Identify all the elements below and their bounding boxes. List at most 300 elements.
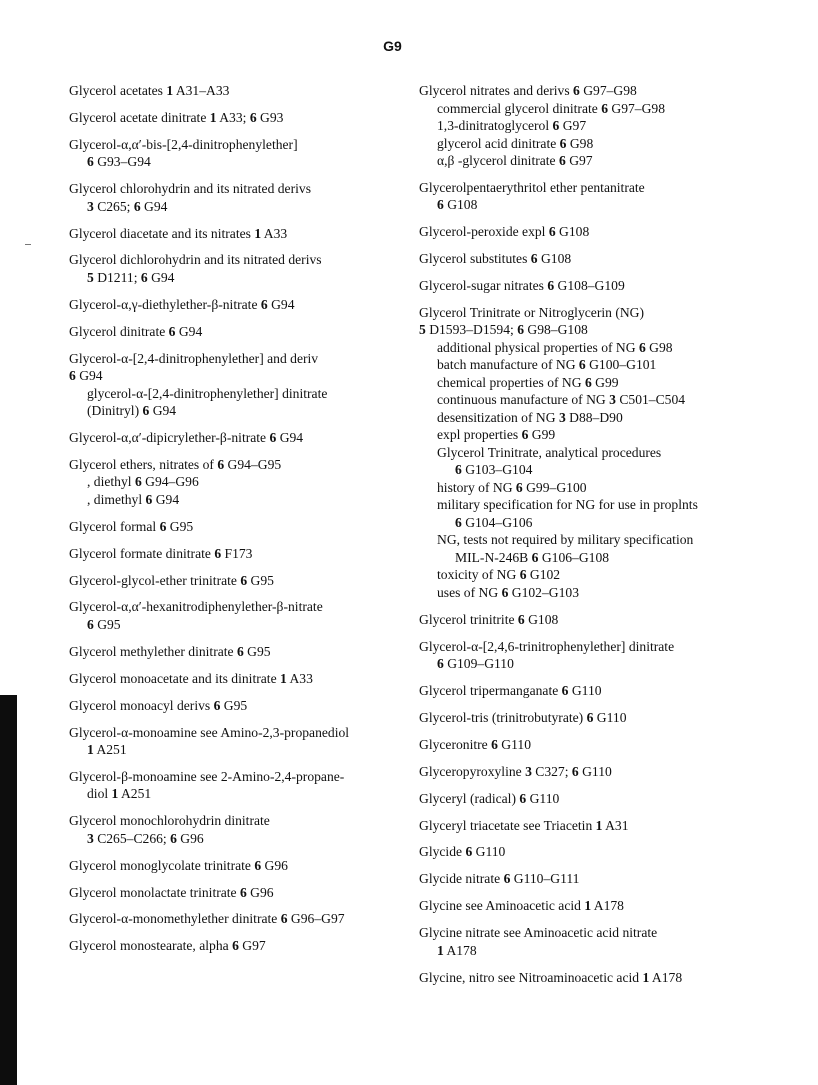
page-reference: G94 [267,296,295,312]
entry-line [437,152,804,170]
entry-text: Glycerol-α-monoamine see Amino-2,3-propanediol [69,724,350,740]
index-entry [69,456,404,509]
page-reference: D88–D90 [565,409,623,425]
page-reference: C265; [93,198,134,214]
page-reference: G94 [149,403,177,419]
index-entry [419,250,804,268]
volume-number: 5 [87,269,94,285]
index-entry [419,82,804,170]
entry-text: Glycerol-α-[2,4,6-trinitrophenylether] dinitrate [419,638,675,654]
entry-text: , diethyl [87,474,135,490]
page-reference: G98 [566,135,594,151]
index-entry [419,682,804,700]
volume-number: 6 [280,911,288,927]
volume-number: 6 [437,656,444,672]
entry-text: Glycerol-α-monomethylether dinitrate [69,911,281,927]
page-reference: G108–G109 [554,278,625,294]
entry-text: Glycide nitrate [419,871,504,887]
entry-line [437,655,804,673]
page-reference: G104–G106 [461,514,533,530]
entry-text: Glycerol substitutes [419,251,531,267]
page-reference: G110 [593,710,627,726]
volume-number: 6 [501,584,509,600]
entry-line [69,82,404,100]
index-entry [69,598,404,633]
volume-number: 6 [159,518,167,534]
page-reference: G96 [246,884,274,900]
volume-number: 3 [609,392,616,408]
index-entry [69,572,404,590]
entry-line [437,391,804,409]
entry-text: Glycerol monoacetate and its dinitrate [69,670,281,686]
entry-line [69,251,404,269]
page-reference: G98 [645,339,673,355]
page-reference: G110 [472,844,506,860]
page-reference: C327; [531,763,572,779]
entry-text: Glycerol-α,α′-bis-[2,4-dinitrophenylether] [69,136,298,152]
entry-line [419,924,804,942]
index-entry [69,296,404,314]
volume-number: 6 [491,736,498,752]
entry-line [69,697,404,715]
page-reference: A178 [591,898,624,914]
page-reference: C501–C504 [615,392,686,408]
page-reference: G110 [578,763,612,779]
entry-line [419,611,804,629]
scan-mark [25,244,31,245]
index-entry [419,897,804,915]
volume-number: 6 [519,790,527,806]
index-entry [69,323,404,341]
volume-number: 6 [503,871,511,887]
entry-text: additional physical properties of NG [437,339,639,355]
entry-text: Glycerol acetates [69,83,167,98]
entry-text: desensitization of NG [437,409,559,425]
entry-line [69,456,404,474]
entry-text: Glycerol diacetate and its nitrates [69,225,255,241]
volume-number: 6 [239,884,247,900]
volume-number: 6 [531,549,539,565]
index-entry [419,817,804,835]
page-reference: G108 [555,224,590,240]
entry-line [69,109,404,127]
entry-text: Glycerol monoacyl derivs [69,697,214,713]
index-entry [69,697,404,715]
volume-number: 3 [525,763,532,779]
volume-number: 6 [213,697,221,713]
page-reference: G94 [276,430,304,446]
entry-text: Glycerol trinitrite [419,611,518,627]
entry-text: Glycerol dinitrate [69,323,169,339]
entry-line [87,491,404,509]
entry-text: α,β -glycerol dinitrate [437,153,559,168]
entry-text: uses of NG [437,584,502,600]
volume-number: 1 [209,109,217,125]
index-entry [419,870,804,888]
entry-line [437,117,804,135]
volume-number: 6 [559,153,566,168]
page-reference: G93 [256,109,284,125]
entry-line [455,461,804,479]
entry-line [69,367,404,385]
index-entry [69,350,404,420]
entry-line [437,444,804,462]
volume-number: 6 [601,100,608,116]
entry-line [437,356,804,374]
volume-number: 3 [87,830,94,846]
volume-number: 1 [280,670,287,686]
volume-number: 6 [515,479,523,495]
page-reference: A31 [602,817,629,833]
entry-text: Glycerolpentaerythritol ether pentanitrate [419,179,645,195]
page-reference: A178 [649,969,683,985]
entry-line [419,790,804,808]
entry-text: Glycerol-β-monoamine see 2-Amino-2,4-propane- [69,768,345,784]
entry-text: Glycerol chlorohydrin and its nitrated derivs [69,181,311,197]
page-reference: G108 [443,197,478,213]
entry-line [69,518,404,536]
volume-number: 6 [584,374,592,390]
volume-number: 6 [214,545,222,561]
page-reference: G110–G111 [510,871,580,887]
entry-text: toxicity of NG [437,567,520,583]
entry-text: Glycerol monostearate, alpha [69,938,233,954]
volume-number: 6 [578,357,586,373]
volume-number: 6 [548,224,556,240]
entry-line [69,670,404,688]
entry-text: glycerol-α-[2,4-dinitrophenylether] dinitrate [87,385,328,401]
entry-line [437,566,804,584]
index-entry [69,429,404,447]
entry-text: Glycerol tripermanganate [419,683,562,699]
entry-text: Glycerol formate dinitrate [69,545,215,561]
entry-line [437,496,804,514]
index-entry [419,277,804,295]
entry-line [419,82,804,100]
entry-text: Glycine, nitro see Nitroaminoacetic acid [419,969,643,985]
entry-text: chemical properties of NG [437,374,585,390]
page-reference: A33 [261,225,288,241]
entry-text: Glycerol Trinitrate or Nitroglycerin (NG) [419,304,645,320]
volume-number: 6 [559,135,567,151]
entry-line [437,942,804,960]
page-reference: G95 [93,616,121,632]
page-reference: G109–G110 [443,656,514,672]
page-header: G9 [383,38,402,54]
entry-line [87,153,404,171]
entry-line [87,269,404,287]
page-reference: G98–G108 [523,322,588,338]
entry-line [87,741,404,759]
entry-text: Glyceronitre [419,736,492,752]
volume-number: 6 [586,710,594,726]
volume-number: 3 [558,409,566,425]
page-reference: G106–G108 [538,549,610,565]
volume-number: 6 [465,844,473,860]
index-entry [419,736,804,754]
entry-line [69,768,404,786]
entry-line [69,429,404,447]
volume-number: 1 [595,817,603,833]
entry-line [419,277,804,295]
volume-number: 6 [517,322,524,338]
entry-line [419,223,804,241]
entry-line [419,321,804,339]
index-entry [69,225,404,243]
entry-text: continuous manufacture of NG [437,392,610,408]
volume-number: 6 [133,198,141,214]
page-reference: G94 [152,491,180,507]
page-reference: G108 [524,611,559,627]
index-entry [69,136,404,171]
page-reference: A33 [286,670,313,686]
volume-number: 6 [547,278,555,294]
entry-text: glycerol acid dinitrate [437,135,560,151]
entry-line [437,100,804,118]
index-entry [69,857,404,875]
volume-number: 3 [87,198,94,214]
entry-text: batch manufacture of NG [437,357,579,373]
volume-number: 6 [69,368,76,384]
entry-line [419,250,804,268]
volume-number: 6 [519,567,527,583]
entry-line [69,350,404,368]
page-reference: G97–G98 [579,83,637,98]
entry-text: Glyceropyroxyline [419,763,526,779]
volume-number: 6 [561,683,569,699]
volume-number: 1 [254,225,262,241]
volume-number: 6 [249,109,257,125]
entry-line [419,817,804,835]
index-entry [69,518,404,536]
entry-text: Glycide [419,844,466,860]
entry-text: NG, tests not required by military specification [437,532,694,548]
entry-line [419,304,804,322]
entry-line [69,323,404,341]
volume-number: 1 [111,786,119,802]
index-entry [419,179,804,214]
volume-number: 6 [236,643,244,659]
entry-line [437,531,804,549]
entry-line [69,857,404,875]
page-reference: C265–C266; [93,830,171,846]
entry-text: Glycerol-tris (trinitrobutyrate) [419,710,587,726]
entry-text: Glycerol formal [69,518,160,534]
index-entry [69,109,404,127]
entry-line [419,843,804,861]
volume-number: 6 [145,491,153,507]
page-reference: G108 [537,251,572,267]
volume-number: 1 [584,898,592,914]
index-entry [69,937,404,955]
page-reference: G97–G98 [607,100,666,116]
volume-number: 6 [517,611,525,627]
entry-text: Glycerol-α,γ-diethylether-β-nitrate [69,296,261,312]
entry-line [87,402,404,420]
page-reference: G97 [565,153,593,168]
volume-number: 6 [269,430,277,446]
page-reference: G96–G97 [287,911,345,927]
page-reference: G95 [166,518,194,534]
entry-line [69,884,404,902]
entry-text: Glycerol-α,α′-hexanitrodiphenylether-β-nitrate [69,599,323,615]
index-entry [69,910,404,928]
entry-text: Glycerol monoglycolate trinitrate [69,857,255,873]
index-entry [69,643,404,661]
entry-line [419,179,804,197]
index-entry [419,709,804,727]
entry-line [87,830,404,848]
entry-text: Glycerol Trinitrate, analytical procedures [437,444,662,460]
index-entry [69,768,404,803]
page-reference: G94–G96 [141,474,199,490]
entry-line [419,763,804,781]
volume-number: 6 [140,269,148,285]
volume-number: 5 [419,322,426,338]
page-reference: A251 [118,786,152,802]
index-entry [69,812,404,847]
volume-number: 6 [240,572,248,588]
entry-line [437,426,804,444]
page-reference: G94 [175,323,203,339]
page-reference: G95 [220,697,248,713]
index-entry [419,790,804,808]
entry-line [69,545,404,563]
volume-number: 6 [87,154,94,170]
page-reference: G93–G94 [93,154,151,170]
volume-number: 6 [232,938,239,954]
page-reference: G94–G95 [224,456,282,472]
entry-line [87,473,404,491]
entry-text: Glycerol-glycol-ether trinitrate [69,572,241,588]
entry-line [455,549,804,567]
page-reference: G95 [247,572,274,588]
entry-text: Glycerol monochlorohydrin dinitrate [69,813,270,829]
entry-line [69,598,404,616]
index-entry [419,843,804,861]
page-reference: G99–G100 [522,479,587,495]
page-reference: G99 [591,374,619,390]
volume-number: 1 [437,942,444,958]
entry-line [87,198,404,216]
entry-text: expl properties [437,427,522,443]
entry-line [437,584,804,602]
entry-line [437,339,804,357]
entry-text: Glycerol nitrates and derivs [419,83,574,98]
entry-text: Glycine nitrate see Aminoacetic acid nitrate [419,925,658,941]
volume-number: 6 [170,830,177,846]
volume-number: 6 [573,83,580,98]
entry-line [69,572,404,590]
page-reference: A178 [443,942,477,958]
page-reference: G94 [140,198,168,214]
volume-number: 6 [521,427,529,443]
entry-line [87,385,404,403]
entry-text: history of NG [437,479,516,495]
entry-line [419,638,804,656]
volume-number: 6 [552,118,560,133]
entry-line [87,785,404,803]
entry-line [437,135,804,153]
page-reference: G99 [528,427,556,443]
scan-edge-bar [0,695,17,1085]
entry-line [419,709,804,727]
entry-text: , dimethyl [87,491,146,507]
entry-text: Glyceryl triacetate see Triacetin [419,817,596,833]
volume-number: 6 [217,456,225,472]
volume-number: 6 [87,616,94,632]
entry-line [419,897,804,915]
entry-text: Glycerol monolactate trinitrate [69,884,240,900]
volume-number: 6 [254,857,262,873]
entry-text: Glycerol-sugar nitrates [419,278,548,294]
page-reference: G100–G101 [585,357,657,373]
entry-line [437,409,804,427]
index-entry [69,724,404,759]
entry-line [69,225,404,243]
index-column-right [419,82,804,995]
page-reference: G103–G104 [461,462,533,478]
index-entry [419,223,804,241]
entry-line [455,514,804,532]
index-entry [69,545,404,563]
page-reference: A33; [216,109,250,125]
entry-line [69,643,404,661]
entry-text: commercial glycerol dinitrate [437,100,602,116]
entry-text: Glycerol-α-[2,4-dinitrophenylether] and deriv [69,350,319,366]
entry-line [69,812,404,830]
volume-number: 6 [638,339,646,355]
entry-text: Glycine see Aminoacetic acid [419,898,585,914]
entry-line [437,479,804,497]
entry-line [419,736,804,754]
entry-line [69,910,404,928]
page-reference: G102 [526,567,561,583]
entry-text: Glycerol methylether dinitrate [69,643,237,659]
entry-line [69,296,404,314]
index-entry [419,969,804,987]
entry-line [437,196,804,214]
page-reference: A31–A33 [173,83,230,98]
entry-line [419,870,804,888]
index-entry [419,924,804,959]
entry-line [419,969,804,987]
page-reference: G97 [238,938,266,954]
page-reference: D1211; [93,269,141,285]
index-entry [419,638,804,673]
entry-line [437,374,804,392]
index-entry [69,82,404,100]
entry-line [69,937,404,955]
entry-text: MIL-N-246B [455,549,532,565]
entry-line [69,136,404,154]
page-reference: D1593–D1594; [425,322,518,338]
entry-line [419,682,804,700]
page-reference: G95 [243,643,271,659]
entry-text: Glycerol acetate dinitrate [69,109,210,125]
page-reference: G110 [568,683,602,699]
index-entry [69,251,404,286]
entry-text: Glyceryl (radical) [419,790,520,806]
volume-number: 6 [455,514,462,530]
entry-text: Glycerol ethers, nitrates of [69,456,218,472]
page-reference: G110 [526,790,560,806]
volume-number: 6 [260,296,268,312]
index-entry [419,611,804,629]
entry-line [69,724,404,742]
volume-number: 1 [166,83,174,98]
volume-number: 6 [134,474,142,490]
